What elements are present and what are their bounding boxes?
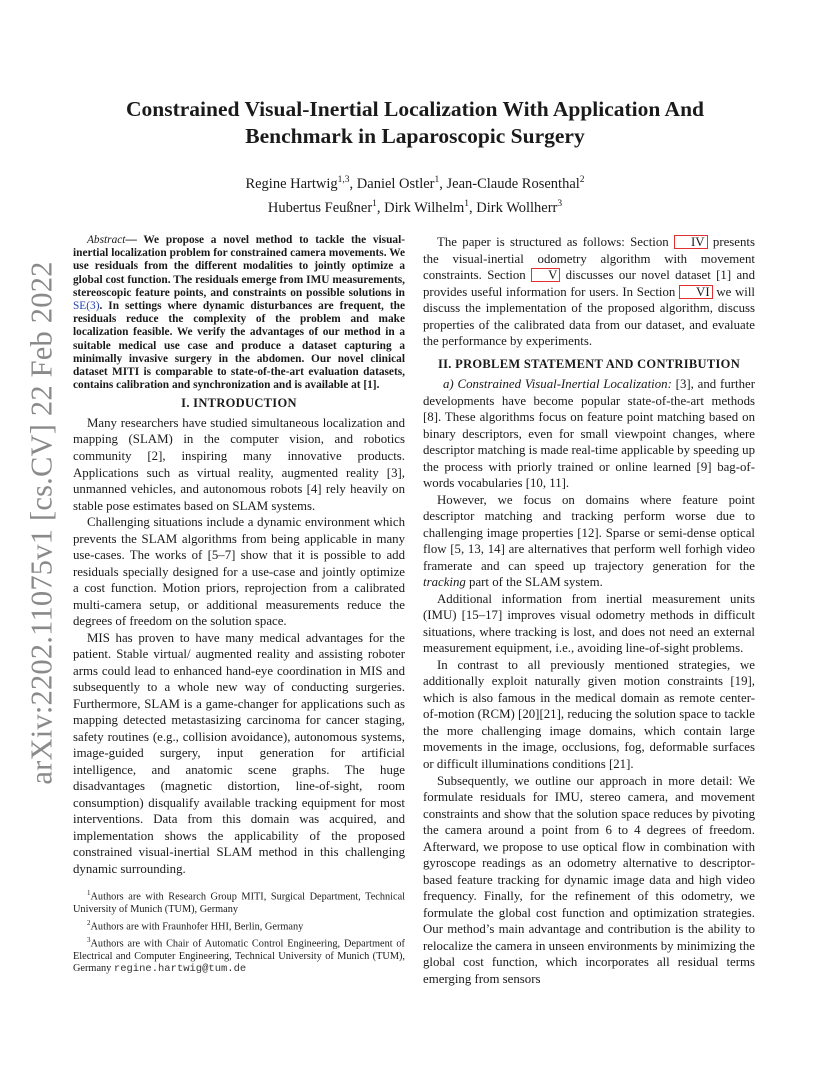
intro-paragraph-3: MIS has proven to have many medical advantages for the patient. Stable virtual/ augmented reality and assisting roboter arms could lead to enhanced hand-eye coordination in MIS and subsequently to a whole new way of conducting surgeries. Furthermore, SLAM is a game-changer for applications such as mapping detected metastasizing carcinoma for cancer staging, safety routines (e.g., collision avoidance), autonomous systems, image-guided surgery, input generation for artificial intelligence, and anatomic scene graphs. The huge disadvantages (magnetic distortion, line-of-sight, room consumption) disqualify available tracking equipment for most interventions. Data from this domain was acquired, and implementation shows the applicability of the proposed constrained visual-inertial SLAM method in this challenging dynamic surrounding. bbox=[73, 630, 405, 876]
footnote-text: Authors are with Chair of Automatic Control Engineering, Department of Electrical and Computer Engineering, Technical University of Munich (TUM), Germany bbox=[73, 938, 405, 974]
intro-paragraph-2: Challenging situations include a dynamic environment which prevents the SLAM algorithms from being applicable in many use-cases. The works of [5–7] show that it is possible to add residuals specially designed for a use-case and jointly optimize a cost function. Motion priors, reprojection from a calibrated multi-camera setup, or additional measurements reduce the degrees of freedom on the solution space. bbox=[73, 515, 405, 629]
however-text: However, we focus on domains where feature point descriptor matching and tracking perform worse due to challenging image properties [12]. Sparse or semi-dense optical flow [5, 13, 14] are alternatives that perform well forhigh video framerate and can speed up trajectory generation for the bbox=[423, 492, 755, 573]
title-line-2: Benchmark in Laparoscopic Surgery bbox=[245, 124, 585, 148]
title-line-1: Constrained Visual-Inertial Localization With Application And bbox=[125, 97, 704, 121]
structure-text: presents the visual-inertial odometry algorithm with movement constraints. Section bbox=[423, 235, 755, 283]
footnote-1 bbox=[73, 887, 405, 915]
structure-text: discusses our novel dataset [1] and provides useful information for users. In Section bbox=[423, 268, 755, 299]
author-name: Dirk Wollherr bbox=[476, 199, 558, 216]
arxiv-identifier[interactable]: arXiv:2202.11075v1 [cs.CV] 22 Feb 2022 bbox=[24, 261, 59, 785]
section-v-link[interactable]: V bbox=[531, 268, 560, 282]
footnote-marker: 3 bbox=[87, 936, 91, 945]
section-iv-link[interactable]: IV bbox=[674, 235, 708, 249]
footnote-text: Authors are with Research Group MITI, Surgical Department, Technical University of Munich (TUM), Germany bbox=[73, 891, 405, 915]
section-vi-link[interactable]: VI bbox=[679, 285, 713, 299]
authors-line-1: Regine Hartwig$^{1,3}$, Daniel Ostler$^1$, Jean-Claude Rosenthal$^2$ bbox=[245, 175, 585, 192]
however-paragraph bbox=[423, 492, 755, 591]
arxiv-sidebar bbox=[20, 261, 64, 785]
structure-text: The paper is structured as follows: Section bbox=[437, 235, 675, 249]
section-heading-introduction: I. INTRODUCTION bbox=[181, 396, 297, 411]
abstract-lead: Abstract bbox=[87, 234, 126, 246]
contrast-paragraph: In contrast to all previously mentioned strategies, we additionally exploit naturally given motion constraints [19], which is also famous in the medical domain as remote center-of-motion (RCM) [20][21], reducing the solution space to tackle the more challenging image domains, which contain large movements in the image, occlusions, fog, deformable surfaces or difficult illuminations conditions [21]. bbox=[423, 657, 755, 771]
author-name: Dirk Wilhelm bbox=[384, 199, 465, 216]
footnote-marker: 1 bbox=[87, 889, 91, 898]
footnote-3 bbox=[73, 934, 405, 974]
right-column bbox=[423, 234, 755, 987]
tracking-emphasis: tracking bbox=[423, 575, 466, 590]
author-name: Daniel Ostler bbox=[356, 175, 435, 192]
abstract bbox=[73, 234, 405, 392]
structure-text: we will discuss the implementation of the proposed algorithm, discuss properties of the calibrated data from our dataset, and evaluate the performance by experiments. bbox=[423, 284, 755, 349]
cvil-text: [3], and further developments have become popular state-of-the-art methods [8]. These algorithms focus on feature point matching based on binary descriptors, even for small viewpoint changes, where descriptor matching is made real-time applicable by speeding up the process with priorly trained or online learned [9] bag-of-words vocabularies [10, 11]. bbox=[423, 377, 755, 491]
structure-paragraph bbox=[423, 234, 755, 350]
cvil-subheading: a) Constrained Visual-Inertial Localization: bbox=[443, 377, 672, 392]
cvil-paragraph bbox=[423, 376, 755, 492]
authors-line-2: Hubertus Feußner$^1$, Dirk Wilhelm$^1$, Dirk Wollherr$^3$ bbox=[267, 198, 563, 216]
author-affiliation: 1,3 bbox=[337, 175, 350, 185]
author-name: Hubertus Feußner bbox=[267, 199, 373, 216]
abstract-text-2: . In settings where dynamic disturbances are frequent, the residuals reduce the complexity of the problem and make localization feasible. We verify the advantages of our method in a suitable medical use case and produce a dataset capturing a minimally invasive surgery in the abdomen. Our novel clinical dataset MITI is comparable to state-of-the-art evaluation datasets, contains calibration and synchronization and is available at [1]. bbox=[73, 300, 405, 392]
footnote-marker: 2 bbox=[87, 918, 91, 927]
author-email-link[interactable]: regine.hartwig@tum.de bbox=[113, 962, 247, 975]
subsequently-paragraph: Subsequently, we outline our approach in more detail: We formulate residuals for IMU, stereo camera, and movement constraints and show that the solution space reduces by pivoting the camera around a point from 6 to 4 degrees of freedom. Afterward, we propose to use optical flow in combination with gyroscope readings as an odometry alternative to descriptor-based feature tracking for dynamic image data and high video frequency. Finally, for the refinement of this odometry, we formulate the global cost function and optimization strategies. Our method’s main advantage and contribution is the ability to relocalize the camera in unseen environments by minimizing the global cost function, which incorporates all residual terms emerging from sensors bbox=[423, 773, 755, 986]
author-affiliation: 1 bbox=[464, 198, 470, 209]
author-name: Regine Hartwig bbox=[245, 175, 338, 192]
author-affiliation: 3 bbox=[557, 198, 563, 209]
however-text: part of the SLAM system. bbox=[465, 575, 603, 590]
additional-paragraph: Additional information from inertial measurement units (IMU) [15–17] improves visual odometry methods in difficult situations, where tracking is lost, and does not need an external measurement equipment, i.e., avoiding line-of-sight problems. bbox=[423, 591, 755, 656]
author-affiliation: 2 bbox=[579, 175, 585, 185]
footnote-text: Authors are with Fraunhofer HHI, Berlin, Germany bbox=[90, 921, 304, 933]
footnotes bbox=[73, 887, 405, 974]
se3-symbol: SE(3) bbox=[73, 300, 100, 313]
author-name: Jean-Claude Rosenthal bbox=[446, 175, 580, 192]
author-affiliation: 1 bbox=[434, 175, 440, 185]
author-list bbox=[150, 170, 680, 218]
footnote-2 bbox=[73, 917, 405, 933]
abstract-text-1: — We propose a novel method to tackle the visual-inertial localization problem for constrained camera movements. We use residuals from the different modalities to jointly optimize a global cost function. The residuals emerge from IMU measurements, stereoscopic feature points, and constraints on possible solutions in bbox=[73, 234, 405, 299]
paper-title bbox=[95, 96, 735, 150]
author-affiliation: 1 bbox=[372, 198, 377, 209]
section-heading-problem-statement: II. PROBLEM STATEMENT AND CONTRIBUTION bbox=[437, 356, 741, 371]
left-column bbox=[73, 234, 405, 976]
intro-paragraph-1: Many researchers have studied simultaneous localization and mapping (SLAM) in the computer vision, and robotics community [2], inspiring many innovative products. Applications such as virtual reality, augmented reality [3], unmanned vehicles, and autonomous robots [4] rely heavily on stable pose estimates based on SLAM systems. bbox=[73, 415, 405, 513]
